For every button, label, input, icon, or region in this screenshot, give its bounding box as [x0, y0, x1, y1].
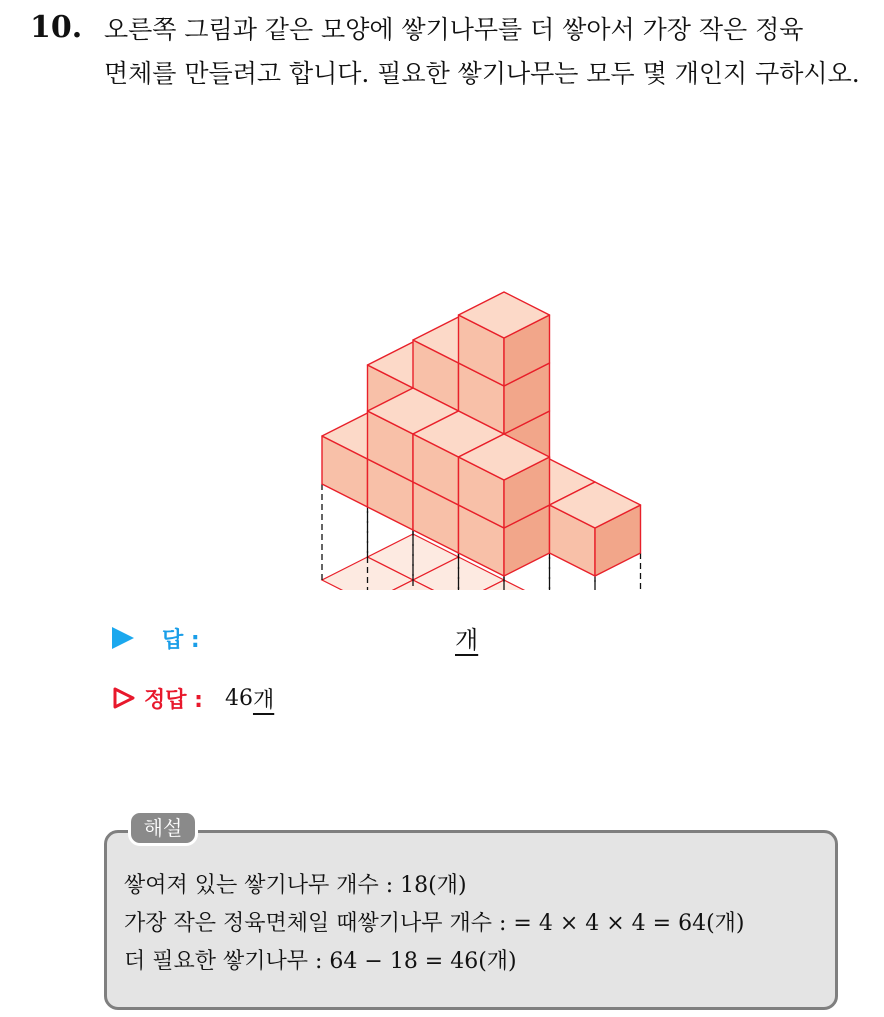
solution-tag: 해설: [128, 810, 198, 846]
answer-label: 답 :: [162, 627, 200, 653]
question-text-line-1: 오른쪽 그림과 같은 모양에 쌓기나무를 더 쌓아서 가장 작은 정육: [104, 15, 804, 44]
outline-triangle-icon: [112, 686, 136, 710]
play-triangle-icon: [112, 627, 134, 649]
correct-answer-unit: 개: [252, 687, 275, 713]
correct-answer-value: 46: [224, 685, 253, 711]
correct-answer-row: [112, 680, 274, 716]
answer-unit: 개: [455, 626, 479, 654]
solution-line-2: 가장 작은 정육면체일 때쌓기나무 개수 : = 4 × 4 × 4 = 64(개): [124, 911, 745, 936]
correct-answer-label: 정답 :: [144, 687, 203, 713]
solution-line-3: 더 필요한 쌓기나무 : 64 − 18 = 46(개): [124, 949, 517, 974]
stacked-cubes-figure: [300, 140, 660, 590]
answer-row: [112, 620, 200, 656]
question-text-line-2: 면체를 만들려고 합니다. 필요한 쌓기나무는 모두 몇 개인지 구하시오.: [104, 59, 860, 88]
solution-line-1: 쌓여져 있는 쌓기나무 개수 : 18(개): [124, 873, 467, 898]
question-number: 10.: [30, 10, 83, 45]
